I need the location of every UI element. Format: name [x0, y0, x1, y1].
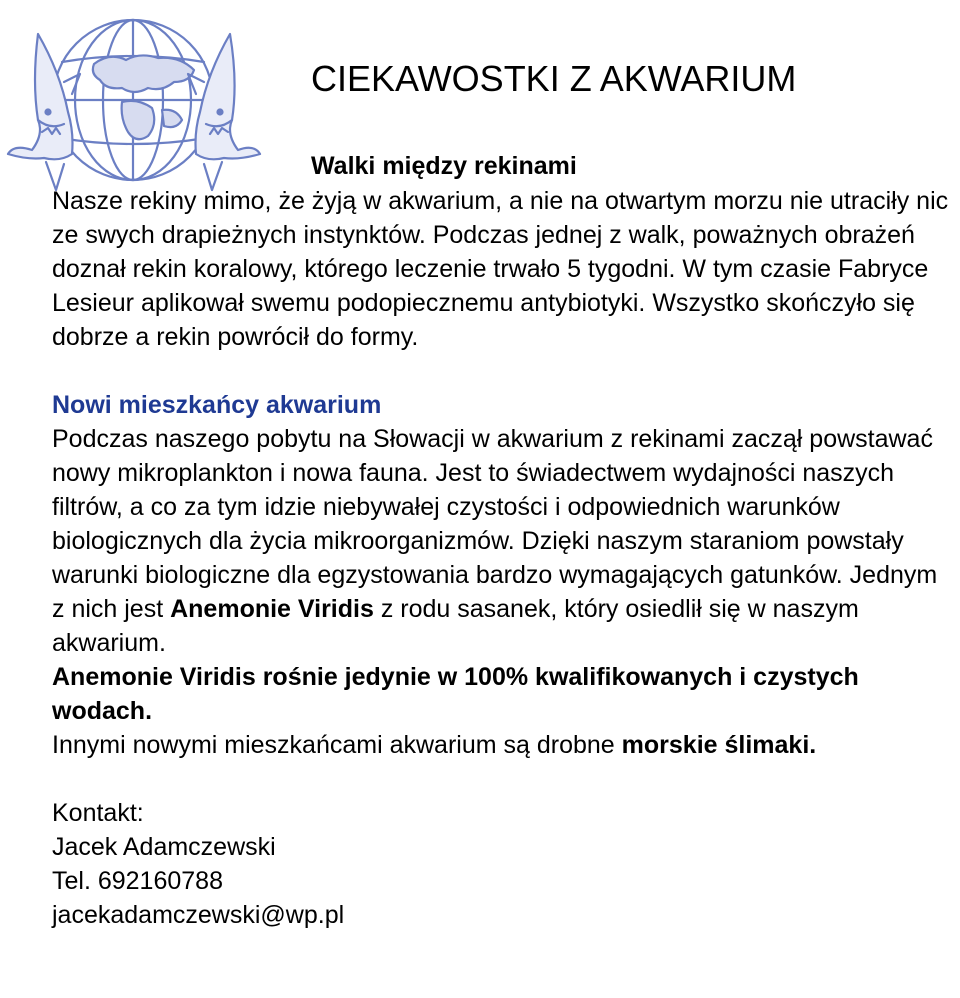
article-body	[52, 184, 954, 932]
globe-with-sharks-icon	[2, 12, 264, 192]
highlight-statement: Anemonie Viridis rośnie jedynie w 100% kwalifikowanych i czystych wodach.	[52, 663, 859, 725]
species-name-bold: Anemonie Viridis	[170, 595, 374, 623]
contact-label: Kontakt:	[52, 799, 144, 827]
section-heading-walki: Walki między rekinami	[311, 152, 577, 180]
section-mieszkancy-paragraph-1	[52, 422, 954, 660]
paragraph-text: Innymi nowymi mieszkańcami akwarium są drobne	[52, 731, 622, 759]
section-heading-mieszkancy: Nowi mieszkańcy akwarium	[52, 391, 382, 419]
section-walki-body: Nasze rekiny mimo, że żyją w akwarium, a nie na otwartym morzu nie utraciły nic ze swych drapieżnych instynktów. Podczas jednej z walk, poważnych obrażeń doznał rekin koralowy, którego leczenie trwało 5 tygodni. W tym czasie Fabryce Lesieur aplikował swemu podopiecznemu antybiotyki. Wszystko skończyło się dobrze a rekin powrócił do formy.	[52, 187, 949, 351]
contact-phone: Tel. 692160788	[52, 867, 223, 895]
section-mieszkancy-paragraph-2	[52, 660, 954, 728]
contact-block	[52, 796, 954, 932]
page-title: CIEKAWOSTKI Z AKWARIUM	[311, 58, 797, 99]
paragraph-text: z rodu sasanek, który osiedlił się w naszym akwarium.	[52, 595, 859, 657]
contact-name: Jacek Adamczewski	[52, 833, 276, 861]
species-name-bold: morskie ślimaki.	[621, 731, 817, 759]
section-mieszkancy-paragraph-3	[52, 728, 954, 762]
contact-email: jacekadamczewski@wp.pl	[52, 901, 345, 929]
paragraph-text: Podczas naszego pobytu na Słowacji w akwarium z rekinami zaczął powstawać nowy mikroplankton i nowa fauna. Jest to świadectwem wydajności naszych filtrów, a co za tym idzie niebywałej czystości i odpowiednich warunków biologicznych dla życia mikroorganizmów. Dzięki naszym staraniom powstały warunki biologiczne dla egzystowania bardzo wymagających gatunków. Jednym z nich jest	[52, 425, 938, 623]
